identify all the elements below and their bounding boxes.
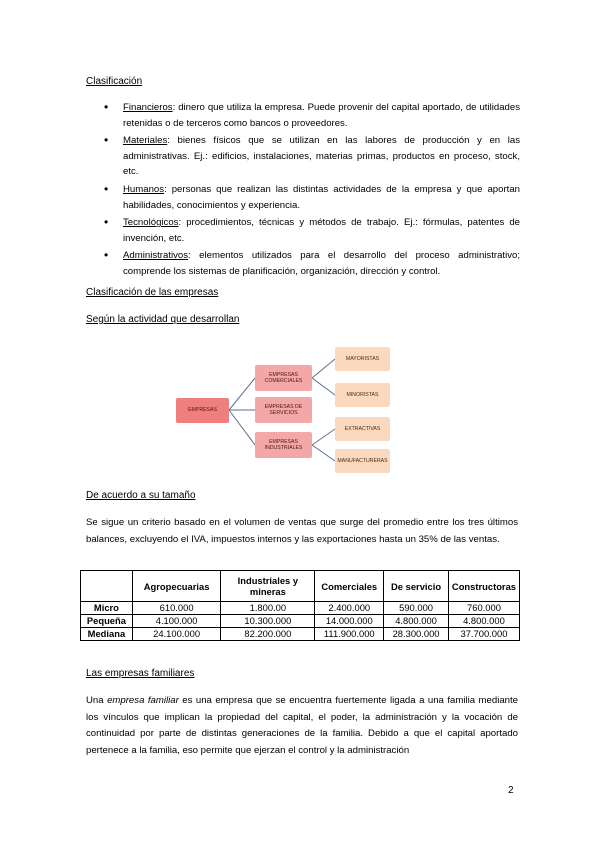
diagram-leaf-mayoristas: MAYORISTAS xyxy=(335,347,390,371)
list-item xyxy=(104,100,520,131)
table-cell: 4.100.000 xyxy=(132,615,221,628)
table-header: Agropecuarias xyxy=(132,571,221,602)
resources-list xyxy=(104,100,520,282)
family-business-paragraph xyxy=(86,693,518,759)
diagram-leaf-manufactureras: MANUFACTURERAS xyxy=(335,449,390,473)
connector-root-industriales xyxy=(229,410,255,445)
row-label: Mediana xyxy=(81,628,133,641)
item-text: : bienes físicos que se utilizan en las labores de producción y en las administrativas. Ej.: edificios, instalaciones, materias primas, productos en proceso, stock, etc. xyxy=(123,135,520,178)
diagram-leaf-extractivas: EXTRACTIVAS xyxy=(335,417,390,441)
table-cell: 82.200.000 xyxy=(221,628,315,641)
table-cell: 590.000 xyxy=(384,602,449,615)
item-text: : elementos utilizados para el desarrollo del proceso administrativo; comprende los sistemas de planificación, organización, dirección y control. xyxy=(123,250,520,277)
size-table xyxy=(80,570,520,641)
table-row xyxy=(81,615,520,628)
item-text: : personas que realizan las distintas actividades de la empresa y que aportan habilidades, conocimientos y experiencia. xyxy=(123,183,520,211)
list-item xyxy=(104,182,520,213)
connector-industriales-extractivas xyxy=(312,429,335,445)
subsection-title-actividad: Según la actividad que desarrollan xyxy=(86,314,240,325)
table-header: Comerciales xyxy=(315,571,384,602)
page-number: 2 xyxy=(508,785,514,796)
table-header-row xyxy=(81,571,520,602)
item-text: : procedimientos, técnicas y métodos de trabajo. Ej.: fórmulas, patentes de invención, etc. xyxy=(123,217,520,244)
table-cell: 37.700.000 xyxy=(448,628,519,641)
paragraph-intro: Una xyxy=(86,695,108,706)
paragraph-emphasis: empresa familiar xyxy=(107,695,179,706)
table-cell: 760.000 xyxy=(448,602,519,615)
connector-comerciales-minoristas xyxy=(312,378,335,395)
item-term: Administrativos xyxy=(123,250,189,262)
table-cell: 610.000 xyxy=(132,602,221,615)
list-item xyxy=(104,215,520,246)
diagram-root-empresas: EMPRESAS xyxy=(176,398,229,423)
diagram-node-servicios: EMPRESAS DE SERVICIOS xyxy=(255,397,312,423)
item-term: Financieros xyxy=(123,102,173,113)
item-term: Tecnológicos xyxy=(123,217,179,229)
diagram-leaf-minoristas: MINORISTAS xyxy=(335,383,390,407)
section-title-familiares: Las empresas familiares xyxy=(86,668,195,679)
section-title-tamano: De acuerdo a su tamaño xyxy=(86,490,196,501)
list-item xyxy=(104,133,520,180)
table-cell: 2.400.000 xyxy=(315,602,384,615)
table-cell: 4.800.000 xyxy=(384,615,449,628)
connector-comerciales-mayoristas xyxy=(312,359,335,378)
item-term: Humanos xyxy=(123,183,165,195)
diagram-node-industriales: EMPRESAS INDUSTRIALES xyxy=(255,432,312,458)
table-cell: 28.300.000 xyxy=(384,628,449,641)
table-cell: 14.000.000 xyxy=(315,615,384,628)
row-label: Micro xyxy=(81,602,133,615)
table-header: De servicio xyxy=(384,571,449,602)
connector-industriales-manufactureras xyxy=(312,445,335,461)
table-cell: 24.100.000 xyxy=(132,628,221,641)
table-cell: 10.300.000 xyxy=(221,615,315,628)
table-row xyxy=(81,602,520,615)
list-item xyxy=(104,248,520,279)
table-row xyxy=(81,628,520,641)
table-header: Industriales y mineras xyxy=(221,571,315,602)
table-cell: 4.800.000 xyxy=(448,615,519,628)
table-cell: 1.800.00 xyxy=(221,602,315,615)
table-header: Constructoras xyxy=(448,571,519,602)
section-title-clasificacion-empresas: Clasificación de las empresas xyxy=(86,287,219,298)
table-cell: 111.900.000 xyxy=(315,628,384,641)
item-text: : dinero que utiliza la empresa. Puede provenir del capital aportado, de utilidades retenidas o de terceros como bancos o proveedores. xyxy=(123,102,520,129)
size-criteria-paragraph: Se sigue un criterio basado en el volumen de ventas que surge del promedio entre los tres últimos balances, excluyendo el IVA, impuestos internos y las exportaciones hasta un 35% de las ventas. xyxy=(86,517,518,545)
table-header xyxy=(81,571,133,602)
connector-root-comerciales xyxy=(229,378,255,410)
section-title-clasificacion: Clasificación xyxy=(86,76,143,87)
paragraph-rest: es una empresa que se encuentra fuertemente ligada a una familia mediante los vínculos que implican la propiedad del capital, el poder, la administración y la vocación de continuidad por parte de distintas generaciones de la familia. Debido a que el capital aportado pertenece a la familia, eso permite que ejerzan el control y la administración xyxy=(86,695,519,756)
row-label: Pequeña xyxy=(81,615,133,628)
diagram-node-comerciales: EMPRESAS COMERCIALES xyxy=(255,365,312,391)
item-term: Materiales xyxy=(123,135,168,147)
